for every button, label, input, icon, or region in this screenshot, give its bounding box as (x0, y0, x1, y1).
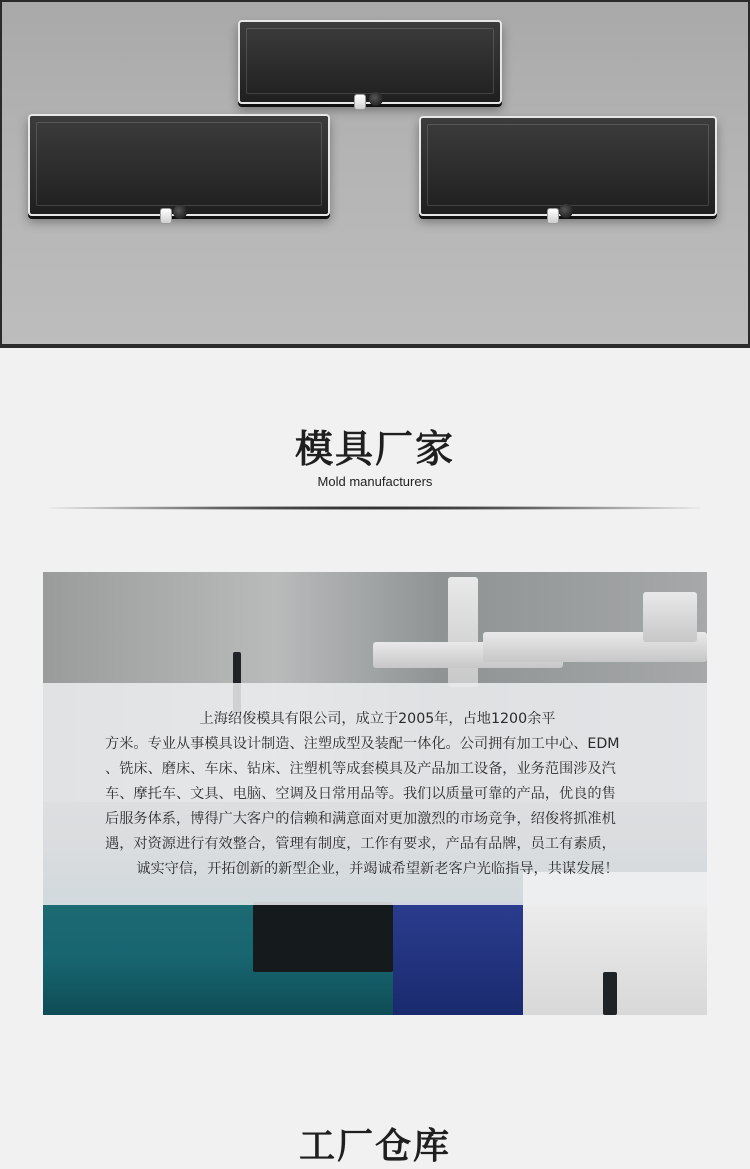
machine-body-blue (393, 902, 523, 1015)
case-right-pin (547, 208, 559, 224)
case-top (238, 20, 502, 104)
section-title-warehouse: 工厂仓库 (298, 1126, 451, 1167)
description-line: 后服务体系，博得广大客户的信赖和满意面对更加激烈的市场竞争，绍俊将抓准机 (105, 811, 616, 827)
case-top-pin (354, 94, 366, 110)
section-title-mold: 模具厂家 (294, 427, 455, 471)
photo-bottom-border (0, 344, 750, 348)
case-right (419, 116, 717, 216)
case-left (28, 114, 330, 216)
company-description (105, 707, 650, 882)
description-line: 遇，对资源进行有效整合，管理有制度，工作有要求，产品有品牌，员工有素质， (105, 836, 616, 852)
description-line: 上海绍俊模具有限公司，成立于2005年，占地1200余平 (199, 711, 556, 727)
description-line: 诚实守信，开拓创新的新型企业，并竭诚希望新老客户光临指导，共谋发展！ (136, 861, 619, 877)
robot-head-right (643, 592, 697, 642)
machine-base-left (253, 902, 393, 972)
factory-photo (43, 572, 707, 1015)
case-top-latch (369, 92, 383, 106)
robot-arm-left (448, 577, 478, 687)
description-line: 、铣床、磨床、车床、钻床、注塑机等成套模具及产品加工设备，业务范围涉及汽 (105, 761, 616, 777)
section-divider (50, 506, 700, 510)
case-left-latch (173, 205, 187, 219)
description-line: 车、摩托车、文具、电脑、空调及日常用品等。我们以质量可靠的产品，优良的售 (105, 786, 616, 802)
case-left-pin (160, 208, 172, 224)
case-right-latch (559, 204, 573, 218)
machine-leg (603, 972, 617, 1015)
product-photo (0, 0, 750, 348)
description-overlay (43, 683, 707, 905)
description-line: 方米。专业从事模具设计制造、注塑成型及装配一体化。公司拥有加工中心、EDM (105, 736, 620, 752)
section-subtitle-mold: Mold manufacturers (317, 474, 433, 489)
